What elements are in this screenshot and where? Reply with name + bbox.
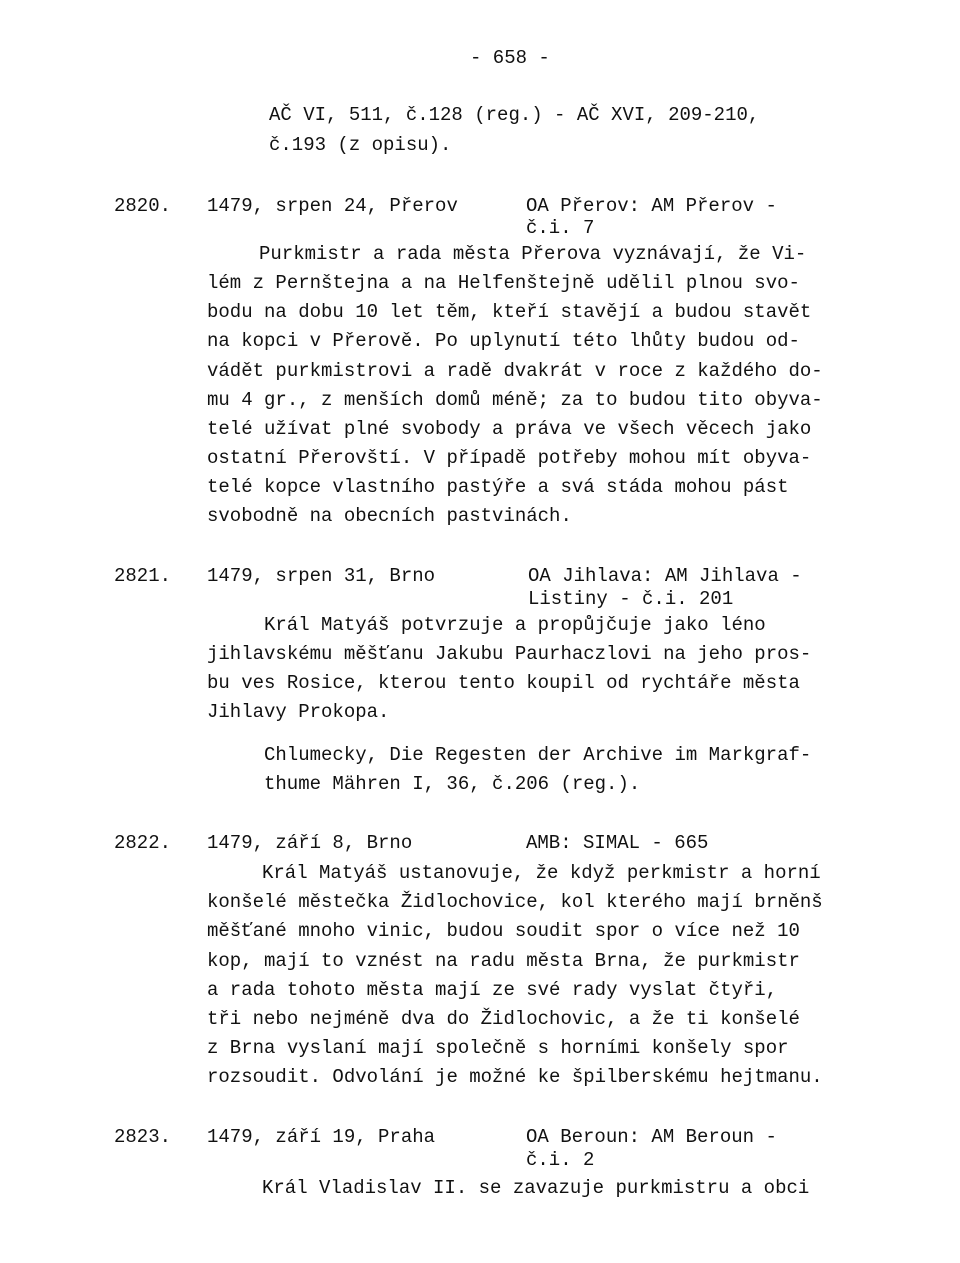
- entry-body-line: Purkmistr a rada města Přerova vyznávají, že Vi-: [259, 243, 807, 265]
- page-number: - 658 -: [470, 47, 550, 69]
- entry-source: AMB: SIMAL - 665: [526, 832, 709, 854]
- entry-body-line: lém z Pernštejna a na Helfenštejně udělil plnou svo-: [207, 272, 800, 294]
- entry-body-line: z Brna vyslaní mají společně s horními konšely spor: [207, 1037, 789, 1059]
- entry-body-line: rozsoudit. Odvolání je možné ke špilberskému hejtmanu.: [207, 1066, 823, 1088]
- entry-body-line: jihlavskému měšťanu Jakubu Paurhaczlovi na jeho pros-: [207, 643, 812, 665]
- entry-date: 1479, srpen 24, Přerov: [207, 195, 458, 217]
- entry-date: 1479, září 8, Brno: [207, 832, 413, 854]
- entry-body-line: Král Matyáš ustanovuje, že když perkmistr a horní: [262, 862, 821, 884]
- entry-date: 1479, srpen 31, Brno: [207, 565, 436, 587]
- entry-source: OA Přerov: AM Přerov -: [526, 195, 777, 217]
- entry-source: OA Beroun: AM Beroun -: [526, 1126, 777, 1148]
- entry-body-line: Král Matyáš potvrzuje a propůjčuje jako léno: [264, 614, 766, 636]
- entry-number: 2823.: [114, 1126, 172, 1148]
- entry-body-line: bu ves Rosice, kterou tento koupil od rychtáře města: [207, 672, 800, 694]
- entry-body-line: tři nebo nejméně dva do Židlochovic, a že ti konšelé: [207, 1008, 800, 1030]
- entry-body-line: mu 4 gr., z menších domů méně; za to budou tito obyva-: [207, 389, 823, 411]
- entry-body-line: svobodně na obecních pastvinách.: [207, 505, 572, 527]
- entry-body-line: na kopci v Přerově. Po uplynutí této lhůty budou od-: [207, 330, 800, 352]
- entry-reference-line: Chlumecky, Die Regesten der Archive im Markgraf-: [264, 744, 812, 766]
- entry-body-line: a rada tohoto města mají ze své rady vyslat čtyři,: [207, 979, 778, 1001]
- entry-number: 2820.: [114, 195, 172, 217]
- entry-body-line: ostatní Přerovští. V případě potřeby mohou mít obyva-: [207, 447, 812, 469]
- entry-date: 1479, září 19, Praha: [207, 1126, 436, 1148]
- entry-body-line: konšelé městečka Židlochovice, kol kterého mají brněnš: [207, 891, 823, 913]
- entry-body-line: vádět purkmistrovi a radě dvakrát v roce z každého do-: [207, 360, 823, 382]
- preamble-line: AČ VI, 511, č.128 (reg.) - AČ XVI, 209-210,: [269, 104, 760, 126]
- entry-body-line: Jihlavy Prokopa.: [207, 701, 390, 723]
- entry-number: 2822.: [114, 832, 172, 854]
- entry-reference-line: thume Mähren I, 36, č.206 (reg.).: [264, 773, 641, 795]
- entry-source: č.i. 7: [526, 217, 595, 239]
- entry-body-line: bodu na dobu 10 let těm, kteří stavějí a budou stavět: [207, 301, 812, 323]
- entry-source: Listiny - č.i. 201: [528, 588, 734, 610]
- entry-source: č.i. 2: [526, 1149, 595, 1171]
- entry-source: OA Jihlava: AM Jihlava -: [528, 565, 802, 587]
- entry-body-line: telé kopce vlastního pastýře a svá stáda mohou pást: [207, 476, 789, 498]
- preamble-line: č.193 (z opisu).: [269, 134, 452, 156]
- entry-body-line: měšťané mnoho vinic, budou soudit spor o více než 10: [207, 920, 800, 942]
- entry-body-line: telé užívat plné svobody a práva ve všech věcech jako: [207, 418, 812, 440]
- entry-number: 2821.: [114, 565, 172, 587]
- entry-body-line: kop, mají to vznést na radu města Brna, že purkmistr: [207, 950, 800, 972]
- entry-body-line: Král Vladislav II. se zavazuje purkmistru a obci: [262, 1177, 810, 1199]
